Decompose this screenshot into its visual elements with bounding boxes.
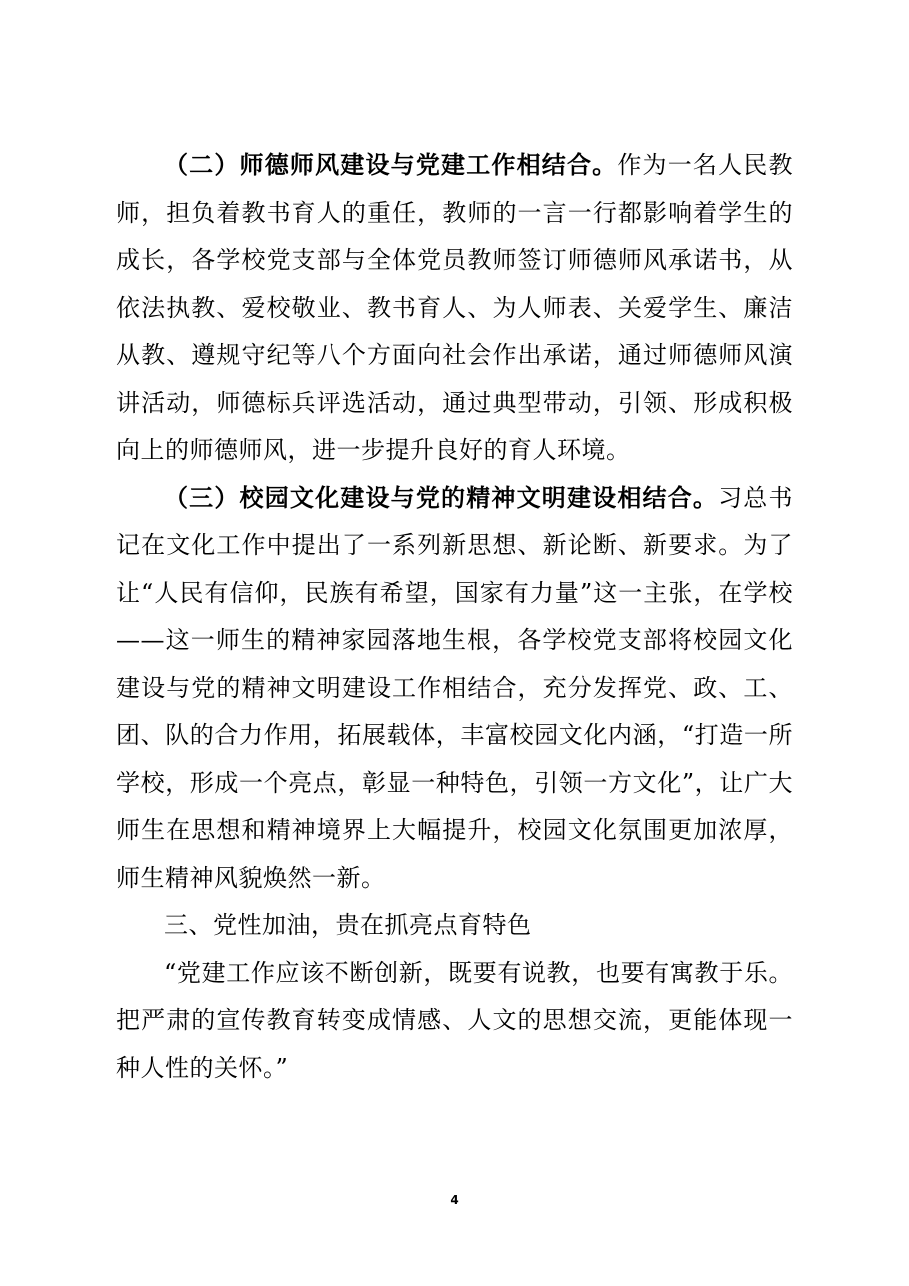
page-number: 4: [450, 1193, 459, 1207]
paragraph-lead-heading: （二）师德师风建设与党建工作相结合。: [164, 151, 618, 179]
quote-paragraph: “党建工作应该不断创新，既要有说教，也要有寓教于乐。把严肃的宣传教育转变成情感、人文的思想交流，更能体现一种人性的关怀。”: [116, 958, 793, 1082]
paragraph-text: 作为一名人民教师，担负着教书育人的重任，教师的一言一行都影响着学生的成长，各学校党支部与全体党员教师签订师德师风承诺书，从依法执教、爱校敬业、教书育人、为人师表、关爱学生、廉洁从教、遵规守纪等八个方面向社会作出承诺，通过师德师风演讲活动，师德标兵评选活动，通过典型带动，引领、形成积极向上的师德师风，进一步提升良好的育人环境。: [116, 151, 793, 464]
paragraph-lead-heading: （三）校园文化建设与党的精神文明建设相结合。: [164, 483, 719, 512]
document-body: [116, 142, 793, 1092]
paragraph-campus-culture: [116, 475, 793, 903]
section-heading: 三、党性加油，贵在抓亮点育特色: [164, 911, 532, 939]
paragraph-teacher-ethics: [116, 142, 793, 475]
paragraph-text: 习总书记在文化工作中提出了一系列新思想、新论断、新要求。为了让“人民有信仰，民族有希望，国家有力量”这一主张，在学校——这一师生的精神家园落地生根，各学校党支部将校园文化建设与党的精神文明建设工作相结合，充分发挥党、政、工、团、队的合力作用，拓展载体，丰富校园文化内涵，“打造一所学校，形成一个亮点，彰显一种特色，引领一方文化”，让广大师生在思想和精神境界上大幅提升，校园文化氛围更加浓厚，师生精神风貌焕然一新。: [116, 483, 793, 892]
